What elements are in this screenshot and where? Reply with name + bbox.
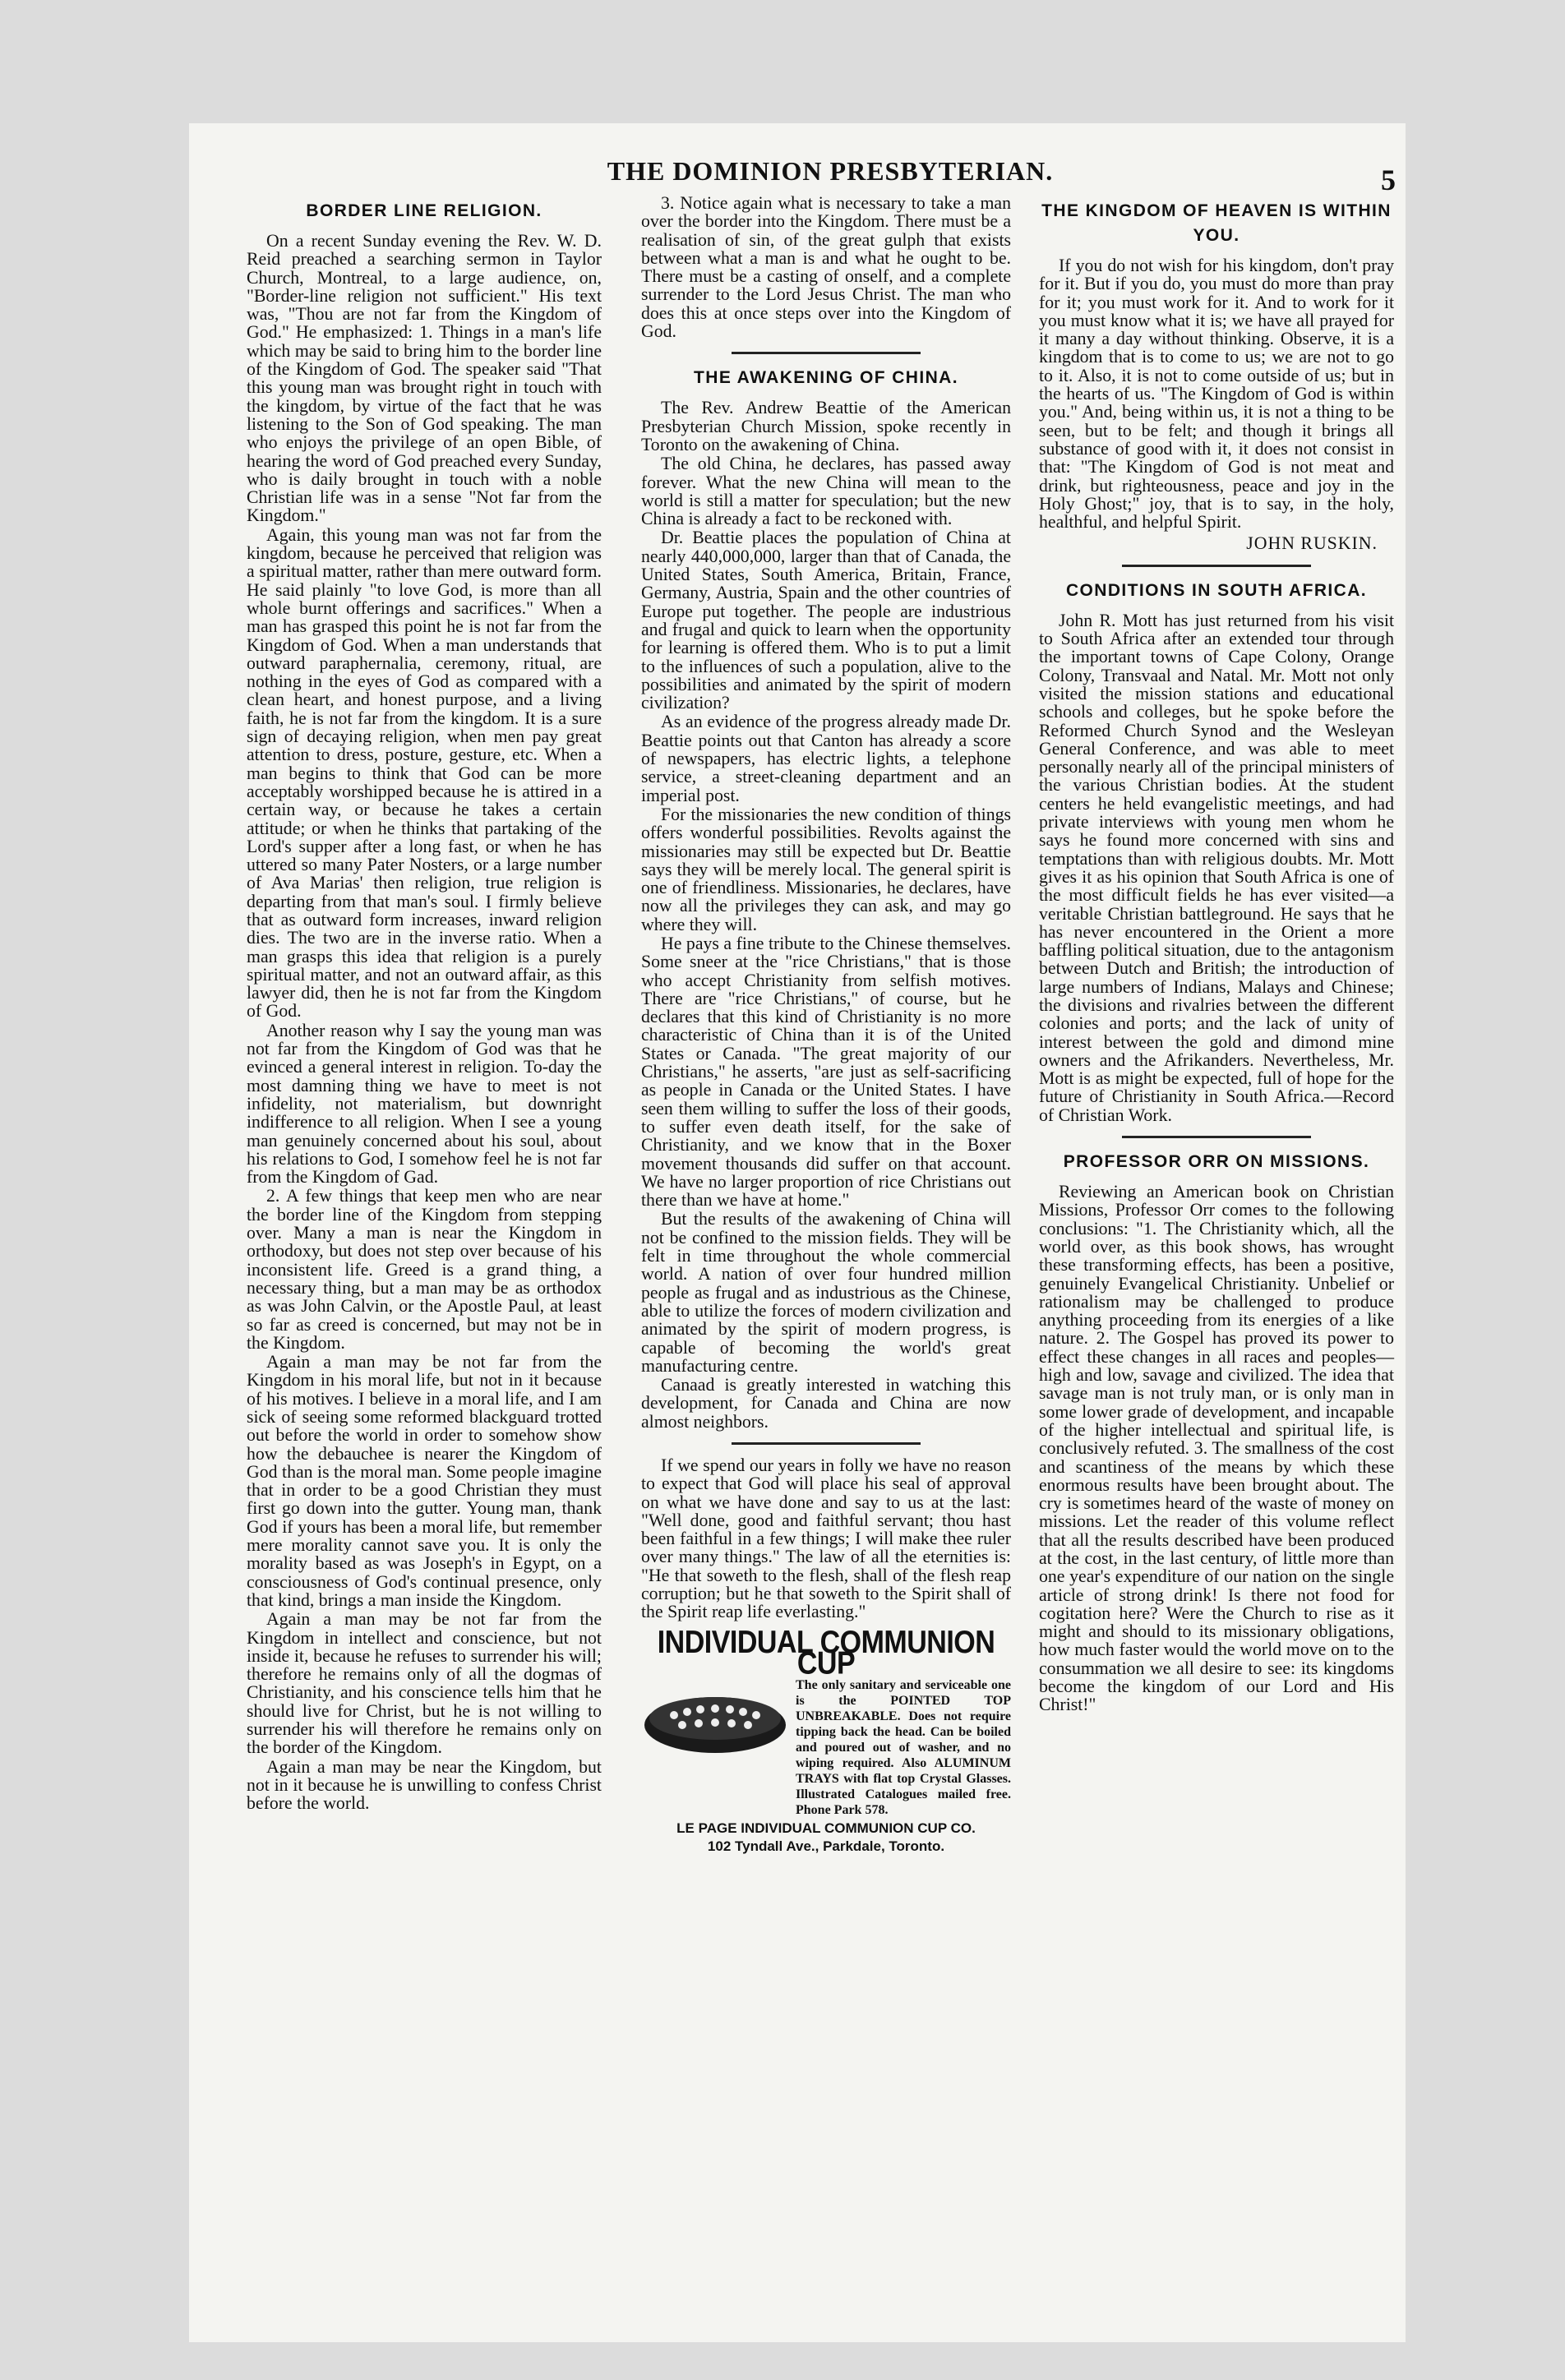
article-heading-kingdom-of-heaven: THE KINGDOM OF HEAVEN IS WITHIN YOU. (1041, 201, 1392, 245)
paragraph: Again, this young man was not far from the kingdom, because he perceived that religion was a spiritual matter, rather than mere outward form. He said plainly "to love God, is more than all whole burnt offerings and sacrifices." When a man has grasped this point he is not far from the Kingdom of God. When a man understands that outward paraphernalia, ceremony, ritual, are nothing in the eyes of God as compared with a clean heart, and honest purpose, and a living faith, he is not far from the kingdom. It is a sure sign of decaying religion, when men pay great attention to dress, posture, gesture, etc. When a man begins to think that God can be more acceptably worshipped because he is attired in a certain way, or because he takes a certain attitude; or when he thinks that partaking of the Lord's supper after a long fast, or when he has uttered so many Pater Nosters, or a large number of Ava Marias' then religion, true religion is departing from that man's soul. I firmly believe that as outward form increases, inward religion dies. The two are in the inverse ratio. When a man grasps this idea that religion is a purely spiritual matter, and not an outward affair, as this lawyer did, then he is not far from the Kingdom of God. (247, 524, 602, 1022)
article-heading-awakening-of-china: THE AWAKENING OF CHINA. (694, 368, 958, 388)
column-2 (641, 194, 1011, 1856)
masthead: THE DOMINION PRESBYTERIAN. (607, 156, 1054, 186)
paragraph: As an evidence of the progress already made Dr. Beattie points out that Canton has already a score of newspapers, has electric lights, a telephone service, a street-cleaning department and an imperial post. (641, 712, 1011, 805)
paragraph: But the results of the awakening of China will not be confined to the mission fields. They will be felt in time throughout the whole commercial world. A nation of over four hundred million people as frugal and as industrious as the Chinese, able to utilize the forces of modern civilization and animated by the spirit of modern progress, is capable of becoming the world's great manufacturing centre. (641, 1209, 1011, 1376)
paragraph: For the missionaries the new condition of things offers wonderful possibilities. Revolts against the missionaries may still be expected but Dr. Beattie says they will be merely local. The general spirit is one of friendliness. Missionaries, he declares, have now all the privileges they can ask, and may go where they will. (641, 804, 1011, 934)
divider (732, 1442, 921, 1445)
paragraph: If we spend our years in folly we have no reason to expect that God will place his seal of approval on what we have done and say to us at the last: "Well done, good and faithful servant; thou hast been faithful in a few things; I will make thee ruler over many things." The law of all the eternities is: "He that soweth to the flesh, shall of the flesh reap corruption; but he that soweth to the Spirit shall of the Spirit reap life everlasting." (641, 1455, 1011, 1622)
paragraph: Another reason why I say the young man was not far from the Kingdom of God was that he evinced a general interest in religion. To-day the most damning thing we have to meet is not infidelity, not materialism, but downright indifference to all religion. When I see a young man genuinely concerned about his soul, about his relations to God, I somehow feel he is not far from the Kingdom of Gad. (247, 1020, 602, 1188)
paragraph: 2. A few things that keep men who are near the border line of the Kingdom from stepping over. Many a man is near the Kingdom in orthodoxy, but does not step over because of his inconsistent life. Greed is a grand thing, a necessary thing, but a man may be as orthodox as was John Calvin, or the Apostle Paul, at least so far as creed is concerned, but may not be in the Kingdom. (247, 1186, 602, 1353)
paragraph: He pays a fine tribute to the Chinese themselves. Some sneer at the "rice Christians," that is those who accept Christianity from selfish motives. There are "rice Christians," of course, but he declares that this kind of Christianity is no more characteristic of China than it is of the United States or Canada. "The great majority of our Christians," he asserts, "are just as self-sacrificing as people in Canada or the United States. I have seen them willing to suffer the loss of their goods, to suffer even death itself, for the sake of Christianity, and we know that in the Boxer movement thousands did suffer on that account. We have no larger proportion of rice Christians out there than we have at home." (641, 933, 1011, 1211)
article-heading-professor-orr: PROFESSOR ORR ON MISSIONS. (1063, 1152, 1370, 1172)
column-3 (1039, 194, 1394, 1715)
paragraph: On a recent Sunday evening the Rev. W. D. Reid preached a searching sermon in Taylor Church, Montreal, to a large audience, on, "Border-line religion not sufficient." His text was, "Thou are not far from the Kingdom of God." He emphasized: 1. Things in a man's life which may be said to bring him to the border line of the Kingdom of God. The speaker said "That this young man was brought right in touch with the kingdom, by virtue of the fact that he was listening to the Son of God speaking. The man who enjoys the privilege of an open Bible, of hearing the word of God preached every Sunday, who is daily brought in touch with a noble Christian life was in a sense "Not far from the Kingdom." (247, 231, 602, 526)
paragraph: John R. Mott has just returned from his visit to South Africa after an extended tour through the important towns of Cape Colony, Orange Colony, Transvaal and Natal. Mr. Mott not only visited the mission stations and educational schools and colleges, but he spoke before the Reformed Church Synod and the Wesleyan General Conference, and was able to meet personally nearly all of the principal ministers of the various Christian bodies. At the student centers he held evangelistic meetings, and had private interviews with young men whom he says he found more concerned with sins and temptations than with religious doubts. Mr. Mott gives it as his opinion that South Africa is one of the most difficult fields he has ever visited—a veritable Christian battleground. He says that he has never encountered in the Orient a more baffling political situation, due to the antagonism between Dutch and British; the introduction of large numbers of Indians, Malays and Chinese; the divisions and rivalries between the different colonies and ports; and the lack of unity of interest between the gold and dimond mine owners and the Afrikanders. Nevertheless, Mr. Mott is as might be expected, full of hope for the future of Christianity in South Africa.—Record of Christian Work. (1039, 610, 1394, 1125)
signature: JOHN RUSKIN. (1246, 533, 1378, 554)
paragraph: 3. Notice again what is necessary to take a man over the border into the Kingdom. There must be a realisation of sin, of the great gulph that exists between what a man is and what he ought to be. There must be a casting of onself, and a complete surrender to the Lord Jesus Christ. The man who does this at once steps over into the Kingdom of God. (641, 193, 1011, 342)
column-1 (247, 194, 602, 1814)
article-heading-south-africa: CONDITIONS IN SOUTH AFRICA. (1065, 580, 1368, 600)
page-number: 5 (1381, 164, 1396, 196)
divider (732, 352, 921, 354)
advertisement (641, 1624, 1011, 1856)
communion-tray-illustration (641, 1682, 789, 1756)
paragraph: Reviewing an American book on Christian Missions, Professor Orr comes to the following conclusions: "1. The Christianity which, all the world over, as this book shows, has wrought these transforming effects, has been a positive, genuinely Evangelical Christianity. Unbelief or rationalism may be challenged to produce anything proceeding from its energies of a like nature. 2. The Gospel has proved its power to effect these changes in all races and peoples—high and low, savage and civilized. The idea that savage man is not truly man, or is only man in some lower grade of development, and incapable of the higher intellectual and spiritual life, is conclusively refuted. 3. The smallness of the cost and scantiness of the means by which these enormous results have been brought about. The cry is sometimes heard of the waste of money on missions. Let the reader of this volume reflect that all the results described have been produced at the cost, in the last century, of little more than one year's expenditure of our nation on the single article of strong drink! Is there not food for cogitation here? Were the Church to rise as it might and should to its missionary obligations, how much faster would the world move on to the consummation we all desire to see: its kingdoms become the kingdom of our Lord and His Christ!" (1039, 1182, 1394, 1715)
paragraph: Dr. Beattie places the population of China at nearly 440,000,000, larger than that of Canada, the United States, South America, Britain, France, Germany, Austria, Spain and the other countries of Europe put together. The people are industrious and frugal and quick to learn when the opportunity for learning is offered them. Who is to put a limit to the influences of such a population, alive to the possibilities and animated by the spirit of modern civilization? (641, 528, 1011, 713)
paragraph: Again a man may be not far from the Kingdom in intellect and conscience, but not inside it, because he refuses to surrender his will; therefore he remains only of all the dogmas of Christianity, and his conscience tells him that he should live for Christ, but he is not willing to surrender his will therefore he remains only on the border of the Kingdom. (247, 1609, 602, 1758)
article-heading-border-line-religion: BORDER LINE RELIGION. (306, 201, 542, 220)
paragraph: Canaad is greatly interested in watching this development, for Canada and China are now almost neighbors. (641, 1375, 1011, 1432)
paragraph: The Rev. Andrew Beattie of the American Presbyterian Church Mission, spoke recently in Toronto on the awakening of China. (641, 398, 1011, 454)
divider (1122, 1136, 1311, 1138)
paragraph: The old China, he declares, has passed away forever. What the new China will mean to the world is still a matter for speculation; but the new China is already a fact to be reckoned with. (641, 454, 1011, 529)
ad-text: The only sanitary and serviceable one is the POINTED TOP UNBREAKABLE. Does not require tipping back the head. Can be boiled and poured out of washer, and no wiping required. Also ALUMINUM TRAYS with flat top Crystal Glasses. Illustrated Catalogues mailed free. Phone Park 578. (796, 1678, 1011, 1818)
ad-title: INDIVIDUAL COMMUNION CUP (657, 1624, 995, 1681)
ad-address: 102 Tyndall Ave., Parkdale, Toronto. (707, 1838, 945, 1855)
divider (1122, 565, 1311, 567)
paragraph: If you do not wish for his kingdom, don't pray for it. But if you do, you must do more than pray for it; you must work for it. And to work for it you must know what it is; we have all prayed for it many a day without thinking. Observe, it is a kingdom that is to come to us; we are not to go to it. Also, it is not to come outside of us; but in the hearts of us. "The Kingdom of God is within you." And, being within us, it is not a thing to be seen, but to be felt; and though it brings all substance of good with it, it does not consist in that: "The Kingdom of God is not meat and drink, but righteousness, peace and joy in the Holy Ghost;" joy, that is to say, in the holy, healthful, and helpful Spirit. (1039, 256, 1394, 533)
paragraph: Again a man may be not far from the Kingdom in his moral life, but not in it because of his motives. I believe in a moral life, and I am sick of seeing some reformed blackguard trotted out before the world in order to somehow show how the debauchee is nearer the Kingdom of God than is the moral man. Some people imagine that in order to be a good Christian they must first go down into the gutter. Young man, thank God if yours has been a moral life, but remember mere morality cannot save you. It is only the morality based as was Joseph's in Egypt, on a consciousness of God's continual presence, only that kind, brings a man inside the Kingdom. (247, 1352, 602, 1610)
paragraph: Again a man may be near the Kingdom, but not in it because he is unwilling to confess Christ before the world. (247, 1756, 602, 1814)
ad-company: LE PAGE INDIVIDUAL COMMUNION CUP CO. (676, 1820, 976, 1837)
